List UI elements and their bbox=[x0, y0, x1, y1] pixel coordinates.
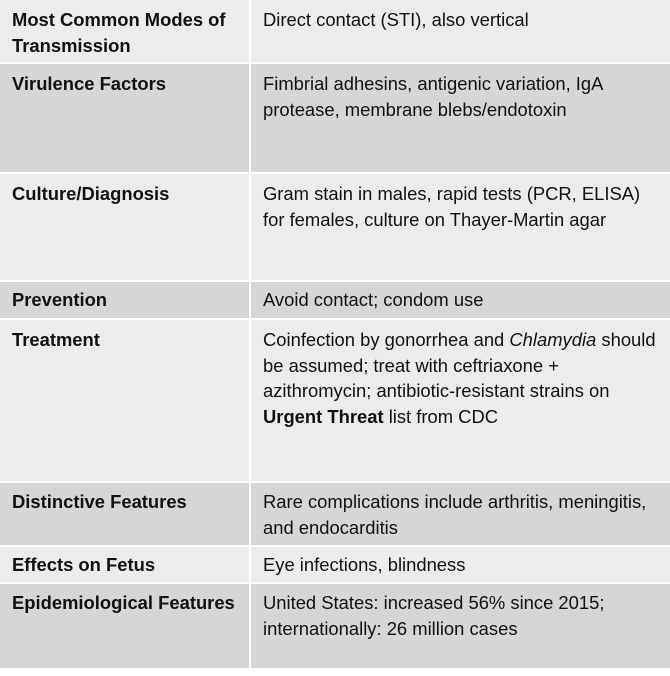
row-label: Virulence Factors bbox=[0, 64, 251, 172]
table-row-virulence-factors bbox=[0, 64, 670, 174]
table-row-transmission bbox=[0, 0, 670, 64]
row-label: Epidemiological Features bbox=[0, 584, 251, 668]
treatment-text-5: list from CDC bbox=[383, 405, 499, 427]
row-label: Distinctive Features bbox=[0, 483, 251, 545]
row-label: Prevention bbox=[0, 282, 251, 318]
row-label: Culture/Diagnosis bbox=[0, 174, 251, 280]
table-row-culture-diagnosis bbox=[0, 174, 670, 282]
row-value: Avoid contact; condom use bbox=[251, 282, 670, 318]
treatment-text-1: Coinfection by gonorrhea and bbox=[263, 329, 510, 350]
row-value bbox=[251, 320, 670, 481]
row-value: United States: increased 56% since 2015; internationally: 26 million cases bbox=[251, 584, 670, 668]
treatment-text-3: should be assumed; treat with ceftriaxone + azithromycin; antibiotic-resistant strains on bbox=[263, 329, 656, 401]
row-value: Eye infections, blindness bbox=[251, 547, 670, 582]
treatment-text-urgent-threat: Urgent Threat bbox=[263, 405, 384, 427]
treatment-text-chlamydia: Chlamydia bbox=[509, 329, 597, 350]
row-value: Fimbrial adhesins, antigenic variation, IgA protease, membrane blebs/endotoxin bbox=[251, 64, 670, 172]
table-row-treatment bbox=[0, 320, 670, 483]
table-row-effects-on-fetus bbox=[0, 547, 670, 584]
row-value: Direct contact (STI), also vertical bbox=[251, 0, 670, 62]
row-label: Most Common Modes of Transmission bbox=[0, 0, 251, 62]
table-row-epidemiological-features bbox=[0, 584, 670, 670]
table-row-prevention bbox=[0, 282, 670, 320]
row-label: Effects on Fetus bbox=[0, 547, 251, 582]
row-value: Gram stain in males, rapid tests (PCR, ELISA) for females, culture on Thayer-Martin agar bbox=[251, 174, 670, 280]
row-value: Rare complications include arthritis, meningitis, and endocarditis bbox=[251, 483, 670, 545]
row-label: Treatment bbox=[0, 320, 251, 481]
table-row-distinctive-features bbox=[0, 483, 670, 547]
